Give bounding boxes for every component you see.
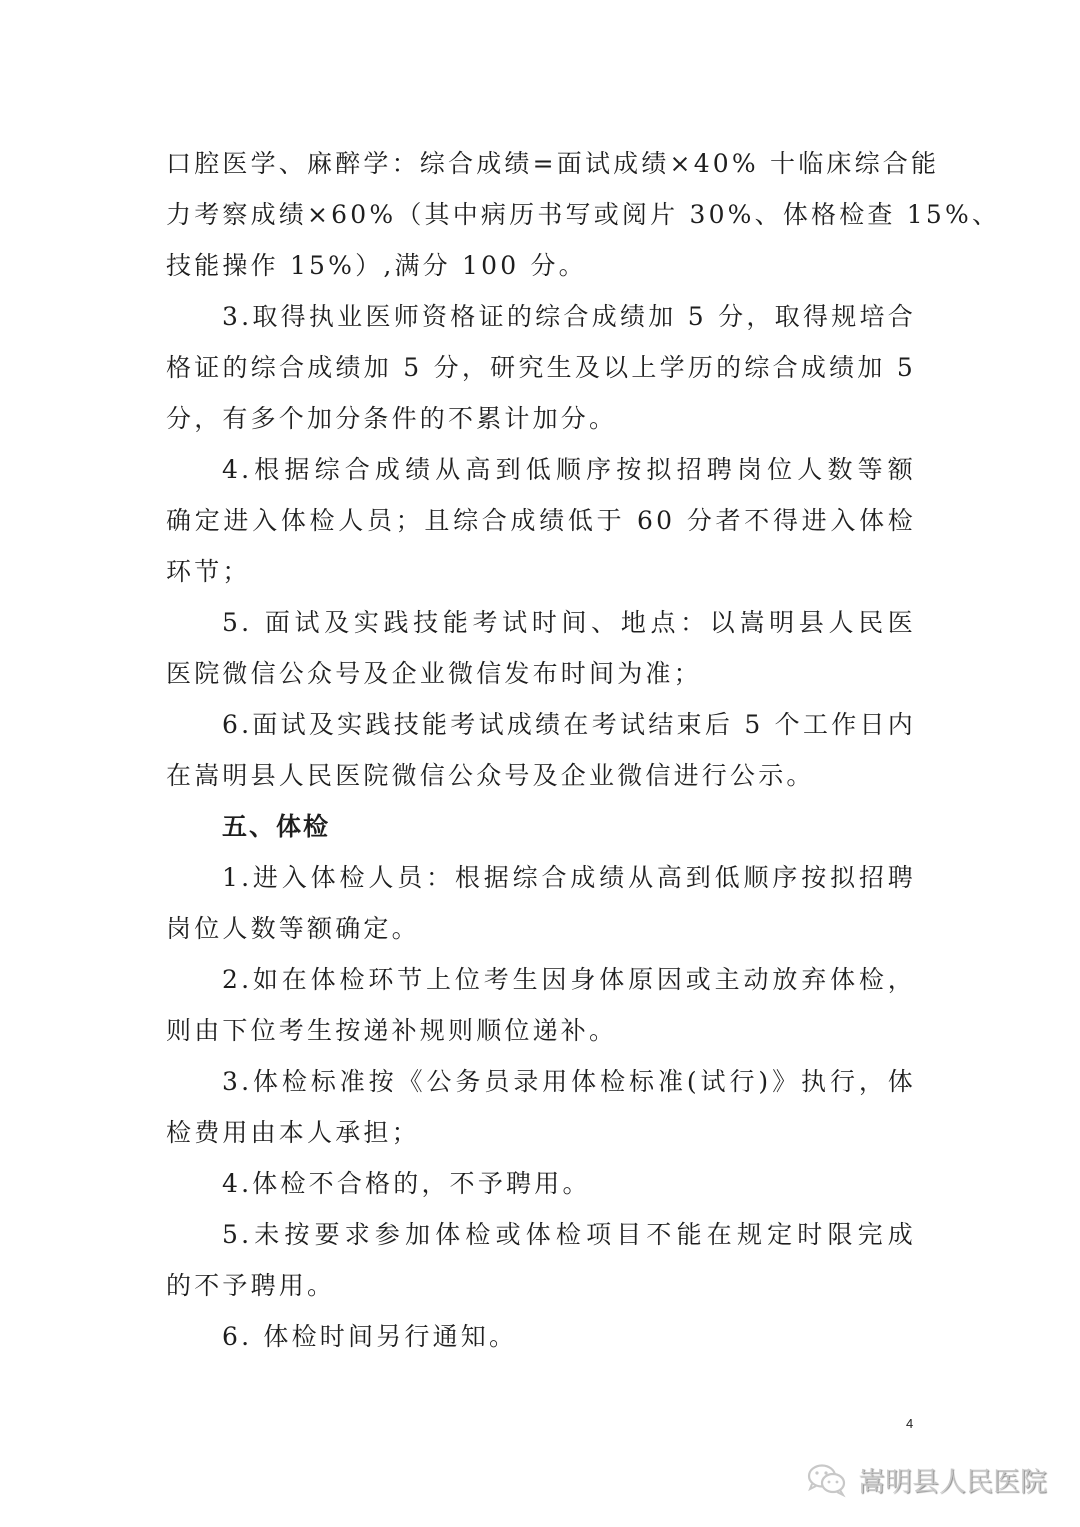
text-line: 则由下位考生按递补规则顺位递补。 <box>166 1016 618 1045</box>
text-line: 的不予聘用。 <box>166 1271 336 1300</box>
text-line: 口腔医学、麻醉学：综合成绩=面试成绩×40% 十临床综合能 <box>166 149 940 178</box>
text-line: 确定进入体检人员；且综合成绩低于 60 分者不得进入体检 <box>166 506 916 535</box>
text-line: 环节； <box>166 557 251 586</box>
text-line: 3.体检标准按《公务员录用体检标准(试行)》执行，体 <box>222 1067 916 1096</box>
text-line: 2.如在体检环节上位考生因身体原因或主动放弃体检， <box>222 965 916 994</box>
text-line: 格证的综合成绩加 5 分，研究生及以上学历的综合成绩加 5 <box>166 353 916 382</box>
text-line: 检费用由本人承担； <box>166 1118 420 1147</box>
text-line: 5. 面试及实践技能考试时间、地点：以嵩明县人民医 <box>222 608 916 637</box>
text-line: 6.面试及实践技能考试成绩在考试结束后 5 个工作日内 <box>222 710 916 739</box>
text-line: 5.未按要求参加体检或体检项目不能在规定时限完成 <box>222 1220 916 1249</box>
text-line: 医院微信公众号及企业微信发布时间为准； <box>166 659 702 688</box>
text-line: 岗位人数等额确定。 <box>166 914 420 943</box>
document-page <box>166 138 1001 1362</box>
text-line: 4.体检不合格的，不予聘用。 <box>222 1169 591 1198</box>
text-line: 力考察成绩×60%（其中病历书写或阅片 30%、体格检查 15%、 <box>166 200 1001 229</box>
text-line: 技能操作 15%）,满分 100 分。 <box>166 251 587 280</box>
watermark <box>806 1460 1047 1499</box>
text-line: 6. 体检时间另行通知。 <box>222 1322 518 1351</box>
text-line: 4.根据综合成绩从高到低顺序按拟招聘岗位人数等额 <box>222 455 916 484</box>
text-line: 1.进入体检人员：根据综合成绩从高到低顺序按拟招聘 <box>222 863 916 892</box>
text-line: 分，有多个加分条件的不累计加分。 <box>166 404 618 433</box>
text-line: 在嵩明县人民医院微信公众号及企业微信进行公示。 <box>166 761 815 790</box>
text-line: 3.取得执业医师资格证的综合成绩加 5 分，取得规培合 <box>222 302 916 331</box>
watermark-text: 嵩明县人民医院 <box>858 1467 1047 1498</box>
wechat-icon <box>806 1462 850 1498</box>
page-number: 4 <box>906 1416 914 1431</box>
section-heading: 五、体检 <box>222 812 331 841</box>
